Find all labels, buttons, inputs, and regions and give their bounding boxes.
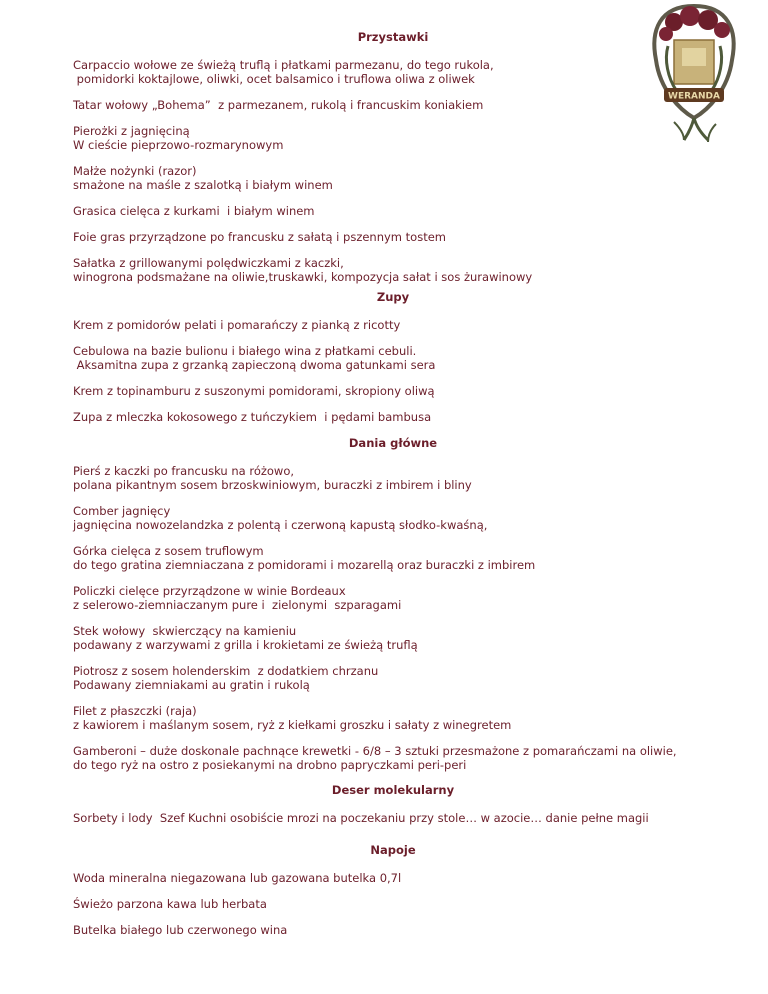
menu-item bbox=[73, 811, 713, 825]
menu-item-line: Piotrosz z sosem holenderskim z dodatkiem chrzanu bbox=[73, 664, 379, 678]
menu-item bbox=[73, 624, 713, 652]
section-title: Dania główne bbox=[348, 436, 438, 450]
menu-item bbox=[73, 410, 713, 424]
menu-item-line: do tego ryż na ostro z posiekanymi na drobno papryczkami peri-peri bbox=[73, 758, 467, 772]
menu-item-line: do tego gratina ziemniaczana z pomidorami i mozarellą oraz buraczki z imbirem bbox=[73, 558, 536, 572]
menu-item-line: Małże nożynki (razor) bbox=[73, 164, 197, 178]
menu-item-line: Cebulowa na bazie bulionu i białego wina z płatkami cebuli. bbox=[73, 344, 417, 358]
menu-item-line: smażone na maśle z szalotką i białym winem bbox=[73, 178, 333, 192]
menu-item bbox=[73, 344, 713, 372]
menu-item-line: Woda mineralna niegazowana lub gazowana butelka 0,7l bbox=[73, 871, 402, 885]
menu-item bbox=[73, 504, 713, 532]
menu-item bbox=[73, 544, 713, 572]
menu-item bbox=[73, 256, 713, 284]
menu-item bbox=[73, 384, 713, 398]
menu-item-line: Krem z topinamburu z suszonymi pomidorami, skropiony oliwą bbox=[73, 384, 435, 398]
menu-section bbox=[73, 843, 713, 949]
menu-item-line: pomidorki koktajlowe, oliwki, ocet balsamico i truflowa oliwa z oliwek bbox=[73, 72, 475, 86]
section-title: Deser molekularny bbox=[331, 783, 455, 797]
menu-item bbox=[73, 923, 713, 937]
menu-item bbox=[73, 744, 713, 772]
menu-item-line: podawany z warzywami z grilla i krokietami ze świeżą truflą bbox=[73, 638, 418, 652]
menu-item bbox=[73, 664, 713, 692]
menu-item bbox=[73, 871, 713, 885]
section-title: Zupy bbox=[376, 290, 410, 304]
menu-item-line: jagnięcina nowozelandzka z polentą i czerwoną kapustą słodko-kwaśną, bbox=[73, 518, 488, 532]
menu-section bbox=[73, 436, 713, 784]
menu-section bbox=[73, 290, 713, 436]
menu-item bbox=[73, 124, 713, 152]
menu-item-line: z selerowo-ziemniaczanym pure i zielonymi szparagami bbox=[73, 598, 402, 612]
menu-item bbox=[73, 98, 713, 112]
menu-item bbox=[73, 584, 713, 612]
menu-item-line: Górka cielęca z sosem truflowym bbox=[73, 544, 264, 558]
menu-item-line: Butelka białego lub czerwonego wina bbox=[73, 923, 288, 937]
section-title: Przystawki bbox=[357, 30, 429, 44]
menu-item-line: Świeżo parzona kawa lub herbata bbox=[73, 897, 267, 911]
menu-item-line: Krem z pomidorów pelati i pomarańczy z pianką z ricotty bbox=[73, 318, 401, 332]
menu-item bbox=[73, 58, 713, 86]
menu-item-line: Filet z płaszczki (raja) bbox=[73, 704, 197, 718]
menu-item bbox=[73, 164, 713, 192]
menu-item bbox=[73, 464, 713, 492]
menu-item-line: Stek wołowy skwierczący na kamieniu bbox=[73, 624, 297, 638]
menu-item-line: Sałatka z grillowanymi polędwiczkami z kaczki, bbox=[73, 256, 344, 270]
menu-item-line: Foie gras przyrządzone po francusku z sałatą i pszennym tostem bbox=[73, 230, 446, 244]
menu-item-line: Grasica cielęca z kurkami i białym winem bbox=[73, 204, 315, 218]
menu-section bbox=[73, 783, 713, 837]
menu-item-line: Sorbety i lody Szef Kuchni osobiście mrozi na poczekaniu przy stole… w azocie… danie pełne magii bbox=[73, 811, 649, 825]
menu-item-line: Pierożki z jagnięciną bbox=[73, 124, 190, 138]
menu-item bbox=[73, 704, 713, 732]
menu-section bbox=[73, 30, 713, 296]
menu-item-line: Tatar wołowy „Bohema” z parmezanem, rukolą i francuskim koniakiem bbox=[73, 98, 484, 112]
menu-item bbox=[73, 897, 713, 911]
menu-item-line: Aksamitna zupa z grzanką zapieczoną dwoma gatunkami sera bbox=[73, 358, 436, 372]
svg-text:WERANDA: WERANDA bbox=[668, 91, 720, 102]
menu-item bbox=[73, 204, 713, 218]
menu-item bbox=[73, 230, 713, 244]
menu-item-line: Policzki cielęce przyrządzone w winie Bordeaux bbox=[73, 584, 346, 598]
menu-item-line: winogrona podsmażane na oliwie,truskawki, kompozycja sałat i sos żurawinowy bbox=[73, 270, 533, 284]
menu-item-line: z kawiorem i maślanym sosem, ryż z kiełkami groszku i sałaty z winegretem bbox=[73, 718, 512, 732]
menu-item-line: polana pikantnym sosem brzoskwiniowym, buraczki z imbirem i bliny bbox=[73, 478, 472, 492]
menu-item-line: Podawany ziemniakami au gratin i rukolą bbox=[73, 678, 310, 692]
menu-item bbox=[73, 318, 713, 332]
menu-item-line: Zupa z mleczka kokosowego z tuńczykiem i pędami bambusa bbox=[73, 410, 432, 424]
menu-item-line: W cieście pieprzowo-rozmarynowym bbox=[73, 138, 284, 152]
section-title: Napoje bbox=[370, 843, 416, 857]
menu-item-line: Gamberoni – duże doskonale pachnące krewetki - 6/8 – 3 sztuki przesmażone z pomarańczami na oliwie, bbox=[73, 744, 677, 758]
menu-item-line: Comber jagnięcy bbox=[73, 504, 171, 518]
menu-item-line: Pierś z kaczki po francusku na różowo, bbox=[73, 464, 295, 478]
menu-item-line: Carpaccio wołowe ze świeżą truflą i płatkami parmezanu, do tego rukola, bbox=[73, 58, 494, 72]
